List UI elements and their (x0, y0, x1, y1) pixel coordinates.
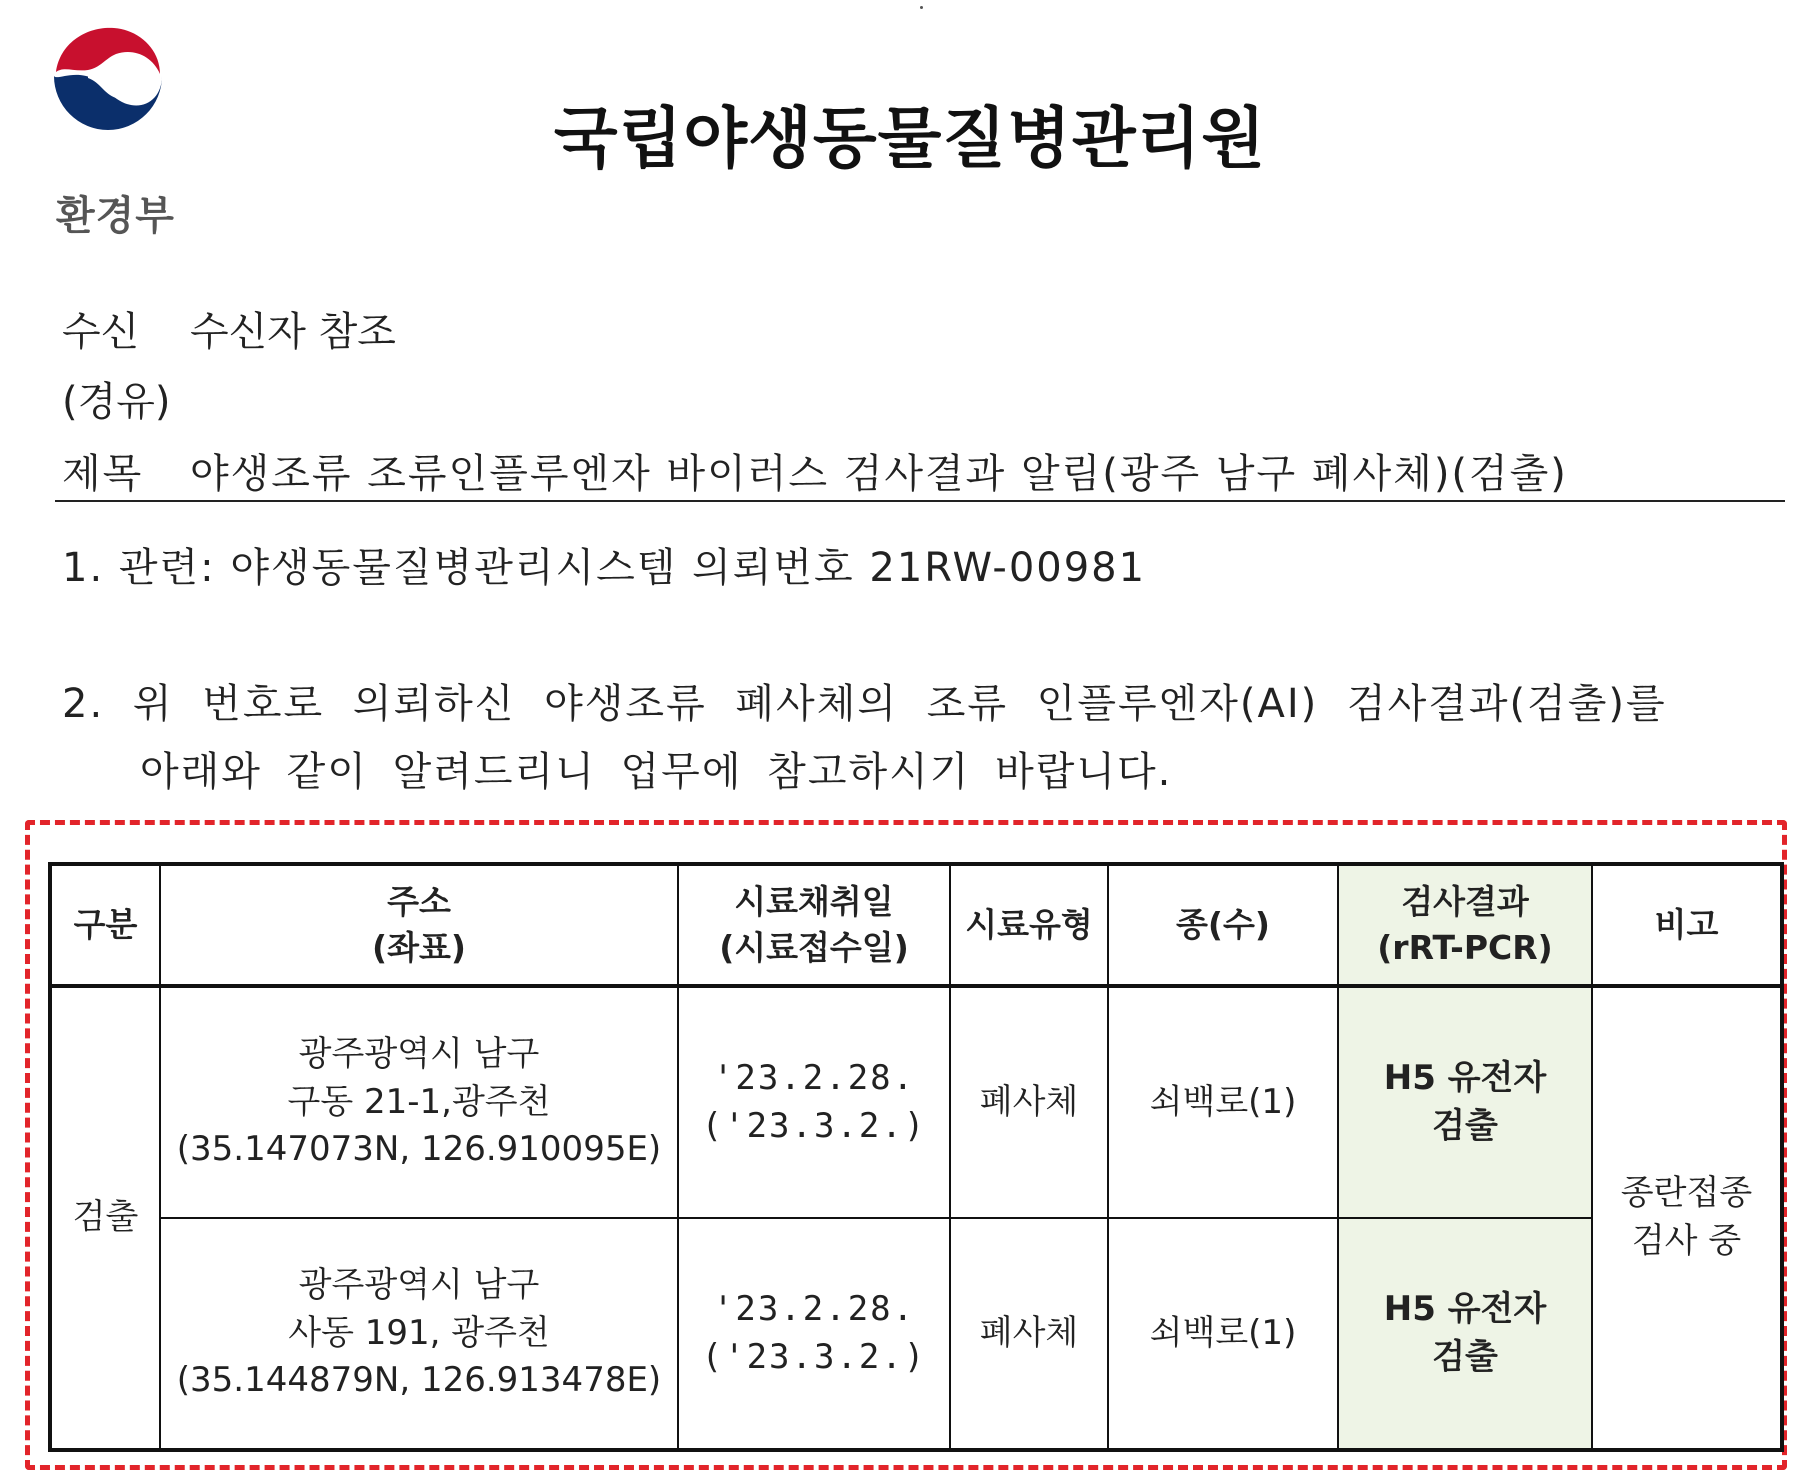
recipient-label: 수신 (62, 309, 140, 355)
date-cell (678, 986, 950, 1218)
result-cell (1338, 1218, 1592, 1450)
header-address-line2: (좌표) (372, 928, 466, 967)
sample-type-cell: 폐사체 (950, 986, 1108, 1218)
address-coords: (35.144879N, 126.913478E) (176, 1360, 662, 1401)
note-line1: 종란접종 (1620, 1173, 1753, 1214)
receipt-date: ('23.3.2.) (701, 1336, 927, 1377)
sampling-date: '23.2.28. (712, 1057, 916, 1098)
category-cell: 검출 (50, 986, 160, 1450)
result-line2: 검출 (1432, 1105, 1498, 1146)
result-line1: H5 유전자 (1383, 1057, 1547, 1098)
subject-row (62, 442, 1568, 499)
header-sample-type: 시료유형 (950, 864, 1108, 986)
header-species: 종(수) (1108, 864, 1338, 986)
sampling-date: '23.2.28. (712, 1288, 916, 1329)
header-category: 구분 (50, 864, 160, 986)
via-row (62, 370, 171, 427)
species-cell: 쇠백로(1) (1108, 986, 1338, 1218)
header-result-line1: 검사결과 (1401, 881, 1529, 921)
note-cell (1592, 986, 1782, 1450)
date-cell (678, 1218, 950, 1450)
header-note: 비고 (1592, 864, 1782, 986)
header-result-line2: (rRT-PCR) (1377, 928, 1553, 967)
result-cell (1338, 986, 1592, 1218)
result-line1: H5 유전자 (1383, 1288, 1547, 1329)
address-line1: 광주광역시 남구 (298, 1265, 540, 1306)
paragraph-notice-line1: 2. 위 번호로 의뢰하신 야생조류 폐사체의 조류 인플루엔자(AI) 검사결과(검출)를 (62, 681, 1667, 727)
note-line2: 검사 중 (1631, 1221, 1742, 1261)
address-coords: (35.147073N, 126.910095E) (176, 1129, 662, 1170)
address-line1: 광주광역시 남구 (298, 1034, 540, 1075)
table-row (50, 986, 1782, 1218)
header-result (1338, 864, 1592, 986)
subject-value: 야생조류 조류인플루엔자 바이러스 검사결과 알림(광주 남구 폐사체)(검출) (190, 451, 1568, 497)
subject-divider (55, 500, 1785, 502)
header-date-line1: 시료채취일 (734, 881, 894, 921)
result-line2: 검출 (1432, 1336, 1498, 1377)
sample-type-cell: 폐사체 (950, 1218, 1108, 1450)
header-date-line2: (시료접수일) (719, 928, 909, 967)
via-label: (경유) (62, 379, 171, 425)
header-address (160, 864, 678, 986)
species-cell: 쇠백로(1) (1108, 1218, 1338, 1450)
receipt-date: ('23.3.2.) (701, 1105, 927, 1146)
result-table (48, 862, 1784, 1452)
address-cell (160, 1218, 678, 1450)
table-row (50, 1218, 1782, 1450)
ministry-name: 환경부 (56, 193, 175, 239)
header-address-line1: 주소 (387, 881, 451, 921)
paragraph-reference: 1. 관련: 야생동물질병관리시스템 의뢰번호 21RW-00981 (62, 545, 1147, 591)
paragraph-notice-line2: 아래와 같이 알려드리니 업무에 참고하시기 바랍니다. (140, 749, 1173, 795)
page-dot (920, 6, 923, 9)
recipient-row (62, 300, 396, 357)
address-cell (160, 986, 678, 1218)
recipient-value: 수신자 참조 (190, 309, 396, 355)
subject-label: 제목 (62, 451, 144, 497)
org-title: 국립야생동물질병관리원 (553, 100, 1267, 177)
table-header-row (50, 864, 1782, 986)
address-line2: 구동 21-1,광주천 (287, 1081, 551, 1122)
header-date (678, 864, 950, 986)
address-line2: 사동 191, 광주천 (288, 1312, 550, 1353)
